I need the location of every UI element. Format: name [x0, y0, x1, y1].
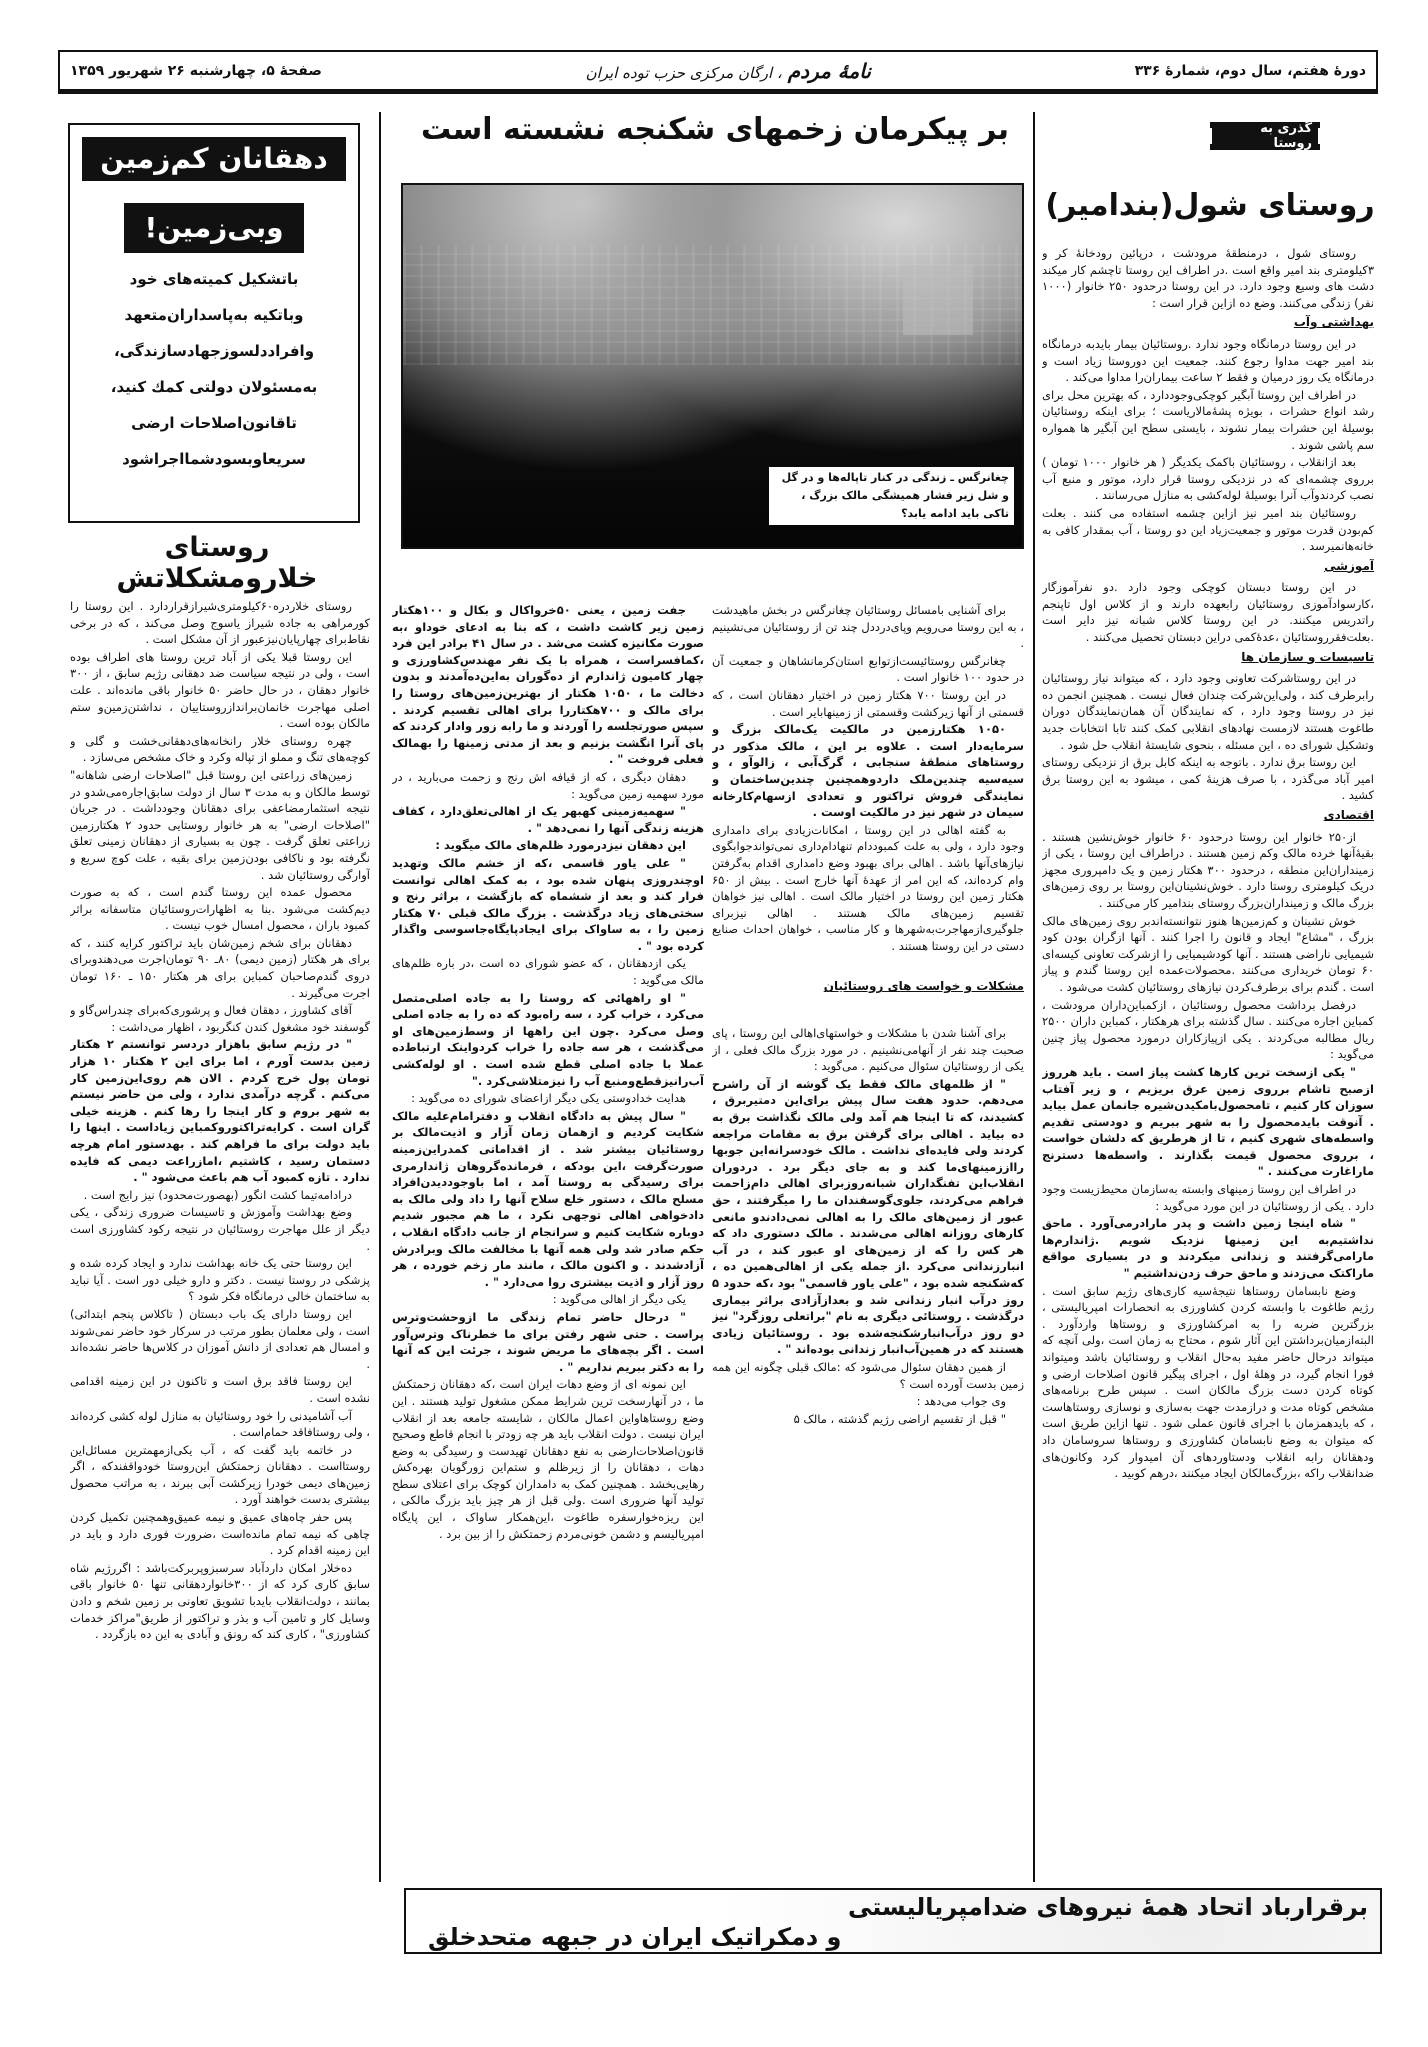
page-date: صفحهٔ ۵، چهارشنبه ۲۶ شهریور ۱۳۵۹ — [70, 62, 322, 79]
paragraph: چهره روستای خلار رانخانه‌های‌دهقانی‌خشت و گلی و کوچه‌های تنگ و مملو از تپاله وکرد و خاک مشخص می‌سازد . — [70, 733, 370, 765]
issue-info: دورهٔ هفتم، سال دوم، شمارهٔ ۳۳۶ — [1134, 62, 1366, 79]
subhead-problems: مشکلات و خواست های روستائیان — [823, 979, 1024, 994]
center-column-a — [712, 602, 1024, 1882]
paragraph: خوش نشینان و کم‌زمین‌ها هنوز نتوانسته‌اندبر روی زمین‌های مالک بزرگ ، "مشاع" ایجاد و قانون را اجرا کنند . آنها ازگران بودن کود شیمیایی ناراضی هستند . آنها کودشیمیایی را ازشرکت تعاونی کیسه‌ای ۶۰ تومان خریداری می‌کنند .محصولات‌عمده این روستا گندم و پیاز است . گندم برای برطرف‌کردن نیازهای روستائیان کشت می‌شود . — [1042, 913, 1374, 994]
paragraph: " قبل از تقسیم اراضی رژیم گذشته ، مالک ۵ — [793, 1411, 1006, 1426]
paragraph: این دهقان نیزدرمورد ظلم‌های مالک میگوید : — [435, 838, 686, 853]
paper-title — [586, 59, 871, 83]
ad-line: سریعاوبسودشمااجراشود — [122, 450, 306, 468]
paragraph: آب آشامیدنی را خود روستائیان به منازل لوله کشی کرده‌اند ، ولی روستافاقد حمام‌است . — [70, 1408, 370, 1440]
kicker-bar — [1318, 128, 1320, 144]
paragraph: محصول عمده این روستا گندم است ، که به صورت دیم‌کشت می‌شود .بنا به اظهارات‌روستائیان متاسفانه براثر کمبود باران ، محصول امسال خوب نیست . — [70, 885, 370, 933]
ad-line: وافراددلسوزجهادسازندگی، — [113, 342, 315, 360]
kicker-label: گذری به روستا — [1260, 121, 1313, 151]
paragraph: وی جواب می‌دهد : — [916, 1394, 1006, 1409]
kicker-bar — [1210, 128, 1212, 144]
paragraph: این نمونه ای از وضع دهات ایران است ،که دهقانان زحمتکش ما ، در آنهارسخت ترین شرایط ممکن مشغول تولید هستند . این وضع روستاهاواین اعمال مالکان ، شایسته جامعه بعد از انقلاب ایران نیست . دولت انقلاب باید هر چه زودتر با انجام قاطع وصحیح قانون‌اصلاحات‌ارضی به نفع دهقانان تهیدست و رسیدگی به وضع دهات ، دهقانان را از زیرظلم و ستم‌این زورگویان بهره‌کش رهایی‌بخشد . همچنین کمک به دامداران کوچک برای اعتلای سطح تولید آنها ضروری است .ولی قبل از هر چیز باید بزرگ مالکی ، این ریزه‌خوارسفره طاغوت ،این‌همکار ساواک ، این پایگاه امپریالیسم و دشمن خونی‌مردم زحمتکش را از بین برد . — [392, 1377, 704, 1541]
paper-name: نامهٔ مردم — [787, 58, 871, 83]
paragraph: در خاتمه باید گفت که ، آب یکی‌ازمهمترین مسائل‌این روستااست . دهقانان زحمتکش این‌روستا خودواقفندکه ، اگر زمین‌های دیمی خودرا زیرکشت آبی ببرند ، به مراتب محصول بیشتری بدست خواهند آورد . — [70, 1442, 370, 1507]
slogan-banner — [404, 1888, 1382, 1954]
left-article-headline: روستای خلارومشکلاتش — [116, 532, 318, 594]
subhead-facilities: تاسیسات و سازمان ها — [1241, 649, 1374, 664]
photo-caption: چغانرگس ـ زندگی در کنار تاپاله‌ها و در گل و شل زیر فشار همیشگی مالک بزرگ ، تاکی باید ادامه یابد؟ — [769, 467, 1014, 525]
column-divider — [379, 112, 381, 1882]
quote: " سهمیه‌زمینی کهبهر یک از اهالی‌تعلق‌دارد ، کفاف هزینه زندگی آنها را نمی‌دهد " . — [392, 804, 704, 835]
paper-tagline: ، ارگان مرکزی حزب توده ایران — [585, 63, 782, 82]
center-article-headline: بر پیکرمان زخمهای شکنجه نشسته است — [420, 112, 1010, 147]
paragraph: دهقانان برای شخم زمین‌شان باید تراکتور کرایه کنند ، که برای هر هکتار (زمین دیمی) ۸۰ـ ۹۰ تومان‌اجرت می‌دهندوبرای دروی گندم‌صاحبان کمباین برای هر هکتار ۱۵۰ ـ ۱۶۰ تومان اجرت می‌گیرند . — [70, 935, 370, 1000]
subhead-economic: اقتصادی — [1323, 808, 1374, 822]
paragraph: در اطراف این روستا آبگیر کوچکی‌وجوددارد ، که بهترین محل برای رشد انواع حشرات ، بویژه پشهٔ‌مالاریاست ؛ برای اینکه روستائیان بوسیلهٔ این حشرات بیمار نشوند ، بایستی سطح این آبگیر ها همواره سم پاشی شوند . — [1042, 387, 1374, 452]
quote: " شاه اینجا زمین داشت و پدر مارادرمی‌آورد . ماحق نداشتیم‌به این زمینها نزدیک شویم .ژاندارم‌ها مارامی‌گرفتند و زندانی میکردند و در بسیاری مواقع ماراکتک می‌زدند و ماحق حرف زدن‌نداشتیم " — [1042, 1216, 1374, 1281]
paragraph: دهقان دیگری ، که از قیافه اش رنج و زحمت می‌بارید ، در مورد سهمیه زمین می‌گوید : — [392, 769, 704, 801]
quote: " او راههائی که روستا را به جاده اصلی‌متصل می‌کرد ، خراب کرد ، سه راه‌بود که ده را به جاده اصلی وصل می‌کرد .چون این راهها از وسط‌زمین‌های او می‌گذشت ، هر سه جاده را خراب کردواینک ارتباط‌ده عملا با جاده اصلی قطع شده است . او لوله‌کشی آب‌رانیزقطع‌ومنبع آب را نیزمتلاشی‌کرد ." — [392, 990, 704, 1088]
paragraph: برای آشنایی بامسائل روستائیان چغانرگس در بخش ماهیدشت ، به این روستا می‌رویم وپای‌درد‌دل چند تن از روستائیان می‌نشینیم . — [712, 603, 1024, 651]
subhead-health: بهداشتی وآب — [1293, 315, 1374, 330]
paragraph: این روستا دارای یک باب دبستان ( تاکلاس پنجم ابتدائی) است ، ولی معلمان بطور مرتب در سرکار خود حاضر نمی‌شوند و امسال هم تعدادی از دانش آموزان در کلاس‌ها حاضر نشده‌اند . — [70, 1306, 370, 1371]
right-article-headline: روستای شول(بندامیر) — [1045, 188, 1375, 223]
paragraph: ده‌خلار امکان داردآباد سرسبزوپربرکت‌باشد : اگررژیم شاه سابق کاری کرد که از ۳۰۰خانواردهقانی تنها ۵۰ خانوار باقی بمانند ، دولت‌انقلاب بایدبا تشویق تعاونی بر زمین شخم و دادن وسایل کار و تامین آب و بذر و تراکتور از طریق‌"مراکز خدمات کشاورزی" ، کاری کند که رونق و آبادی به این ده بازگردد . — [70, 1560, 370, 1642]
paragraph: از همین دهقان سئوال می‌شود که :مالک قبلی چگونه این همه زمین بدست آورده است ؟ — [712, 1359, 1024, 1391]
paragraph: در این روستا درمانگاه وجود ندارد .روستائیان بیمار بایدبه درمانگاه بند امیر جهت مداوا رجوع کنند. جمعیت این دوروستا زیاد است و درمانگاه یک روز درمیان و فقط ۲ ساعت بیماران‌را مداوا می‌کند . — [1042, 336, 1374, 385]
quote: " از ظلمهای مالک فقط یک گوشه از آن راشرح می‌دهم. حدود هفت سال پیش برای‌این دمتیربرق ، کشیدند، که تا اینجا هم آمد ولی مالک نگذاشت برق به ده بیاید . اهالی برای گرفتن برق به مقامات مراجعه کردند ولی فایده‌ای نداشت . مالک خودسرانه‌این جوبها رااززمینهای‌ما کند و به جای دیگر برد . دردوران انقلاب‌این تفنگداران شبانه‌روزبرای اهالی دام‌زاحمت فراهم می‌کردند، جلوی‌گوسفندان ما را میگرفتند ، حق عبور از زمین‌های مالک را به اهالی نمی‌دادندو مانعی کارهای روزانه اهالی می‌شدند . مالک دستوری داد که هر کس را که از زمین‌های او عبور کند ، در آب انبارزندانی می‌کرد .از جمله یکی از اهالی‌همین ده ، که‌شکنجه شده بود ، "علی یاور قاسمی" بود ،که حدود ۵ روز درآب انبار زندانی شد و بعدازآزادی براثر بیماری درگذشت . روستائی دیگری به نام "براتعلی روزگرد" نیز دو روز درآب‌انبارشکنجه‌شده بود . روستائیان زیادی هستند که در همین‌آب‌انبار زندانی بوده‌اند " . — [712, 1076, 1024, 1357]
left-article-body — [70, 598, 370, 1888]
advertisement-box — [68, 123, 360, 523]
village-photo — [401, 183, 1024, 549]
paragraph: چغانرگس روستائیست‌ازتوابع استان‌کرمانشاهان و جمعیت آن در حدود ۱۰۰ خانوار است . — [712, 653, 1024, 685]
paragraph: زمین‌های زراعتی این روستا قبل "اصلاحات ارضی شاهانه" توسط مالکان و به مدت ۳ سال از دولت سابق‌اجاره‌می‌شدو در نتیجه استثمارمضاعفی برای دهقانان وجودداشت . در جریان "اصلاحات ارضی" به هر خانوار روستایی حدود ۲ هکتارزمین زراعتی تعلق گرفت . چون به بسیاری از دهقانان زمینی تعلق نگرفته بود و ناکافی بودن‌زمین برای بقیه ، علت کوچ سریع و آوارگی روستائیان شد . — [70, 767, 370, 882]
paragraph: در این روستاشرکت تعاونی وجود دارد ، که میتواند نیاز روستائیان رابرطرف کند ، ولی‌این‌شرکت چندان فعال نیست . همچنین انجمن ده نیز در روستا وجود دارد ، که نمایندگان آن همان‌نمایندگان دوران طاغوت هستند لازمست نهادهای انقلابی کمک کنند تابا انتخابات جدید وتشکیل شورای ده ، این مسئله ، بنحوی شایستهٔ انقلاب حل شود . — [1042, 671, 1374, 752]
paragraph: این روستا حتی یک خانه بهداشت ندارد و ایجاد کرده شده و پزشکی در روستا نیست . دکتر و دارو خیلی دور است . آیا نباید به ساختمان خالی درمانگاه فکر شود ؟ — [70, 1256, 370, 1304]
ad-line: به‌مسئولان دولتی کمك کنید، — [110, 378, 318, 396]
paragraph: این روستا فاقد برق است و تاکنون در این زمینه اقدامی نشده است . — [70, 1374, 370, 1405]
paragraph: درادامه‌تیما کشت انگور (بهصورت‌محدود) نیز رایج است . — [83, 1187, 352, 1202]
paragraph: وضع نابسامان روستاها نتیجهٔ‌سیه کاری‌های رژیم سابق است . رژیم طاغوت با وابسته کردن کشاورزی به انحصارات امپریالیستی ، بزرگترین ضربه را به امرکشاورزی و روستاها واردآورد . البته‌ازمیان‌برداشتن این آثار شوم ، محتاج به زمان است ،ولی آنچه که میتواند درحال حاضر مفید به‌حال انقلاب و روستائیان باشد ومیتواند فورا انجام گیرد، در وهلهٔ اول ، اجرای پیگیر قانون اصلاحات ارضی و کوتاه کردن دست بزرگ مالکان است . سپس طرح برنامه‌های مشخص کوتاه مدت و درازمدت جهت به‌سازی و نوسازی روستاهاست ، که بایدهمزمان با اجرای قانون عملی شود . تنها ازاین طریق است که میتوان به وضع نابسامان کشاورزی و روستاها سروسامان داد ودهقانان رابه انقلاب ودستاوردهای آن امیدوار کرد وکانون‌های ضدانقلاب راکه ،بزرگ‌مالکان ایجاد میکنند ،درهم کوبید . — [1042, 1283, 1374, 1481]
photo-house — [903, 265, 973, 335]
paragraph: روستائیان بند امیر نیز ازاین چشمه استفاده می کنند . بعلت کم‌بودن قدرت موتور و جمعیت‌زیاد این دو روستا ، آب بمقدار کافی به خانه‌هانمیرسد . — [1042, 505, 1374, 554]
paragraph: در این روستا دبستان کوچکی وجود دارد .دو نفرآموزگار ،کارسوادآموزی روستائیان رابعهده دارند و از کلاس اول تاپنجم راتدریس میکنند. در این روستا کلاس شبانه نیز دایر است .بعلت‌فقرروستائیان ،عدهٔ‌کمی دراین دبستان تحصیل می‌کنند . — [1042, 580, 1374, 645]
paragraph: آقای کشاورز ، دهقان فعال و پرشوری‌که‌برای چندراس‌گاو و گوسفند خود مشغول کندن کنگربود ، اظهار می‌داشت : — [70, 1003, 370, 1034]
ad-line: وباتکیه به‌پاسداران‌متعهد — [124, 306, 304, 324]
paragraph: این روستا برق ندارد . باتوجه به اینکه کابل برق از نزدیکی روستای امیر آباد می‌گذرد ، با صرف هزینهٔ کمی ، میشود به این روستا برق کشید . — [1042, 755, 1374, 803]
subhead-education: آموزشی — [1324, 558, 1374, 573]
paragraph: ۱۰۵۰ هکتارزمین در مالکیت یک‌مالک بزرگ و سرمایه‌دار است . علاوه بر این ، مالک مذکور در روستاهای منطقهٔ سنجابی ، گرگ‌آبی ، زالوآو ، و سیه‌سیه چندین‌ملک داردوهمچنین چندین‌ساختمان و نمایندگی فروش تراکتور و تعدادی ازسهام‌کارخانه سیمان در شهر نیز در مالکیت اوست . — [712, 722, 1024, 820]
paragraph: روستای خلاردره۶۰کیلومتری‌شیرازقراردارد . این روستا را کورمراهی به جاده شیراز یاسوج وصل می‌کند ، که در برخی نقاط‌برای چهارپایان‌نیزعبور از آن مشکل است . — [70, 599, 370, 647]
ad-line: تاقانون‌اصلاحات ارضی — [131, 414, 297, 432]
paragraph: از۲۵۰ خانوار این روستا درحدود ۶۰ خانوار خوش‌نشین هستند . بقیهٔ‌آنها خرده مالک وکم زمین هستند . دراطراف این روستا ، یکی از زمینداران‌این منطقه ، درحدود ۳۰۰ هکتار زمین و یک دامپروری مجهز دریک کیلومتری روستا دارد . خوش‌نشینان‌این روستا بر روی زمین‌های بزرگ مالک و زمینداران‌بزرگ روستای بندامیر کار می‌کنند . — [1042, 829, 1374, 910]
paragraph: در اطراف این روستا زمینهای وابسته به‌سازمان محیط‌زیست وجود دارد . یکی از روستائیان در این مورد می‌گوید : — [1042, 1182, 1374, 1213]
ad-banner-2: وبی‌زمین! — [124, 203, 304, 253]
paragraph: هدایت خدادوستی یکی دیگر ازاعضای شورای ده می‌گوید : — [411, 1091, 686, 1106]
slogan-line-2: و دمکراتیک ایران در جبهه متحدخلق — [428, 1923, 842, 1951]
paragraph: روستای شول ، درمنطقهٔ مرودشت ، درپائین رودخانهٔ کر و ۳کیلومتری بند امیر واقع است .در اطراف این روستا تاچشم کار میکند دشت های وسیع وجود دارد. در این روستا درحدود ۲۵۰ خانوار (۱۰۰۰ نفر) زندگی می‌کنند. وضع ده ازاین قرار است : — [1042, 246, 1374, 310]
quote: جفت زمین ، یعنی ۵۰خرواکال و بکال و ۱۰۰هکتار زمین زیر کاشت داشت ، که بنا به ادعای خوداو ،به صورت مکانیزه کشت می‌شد . در سال ۴۱ برادر این فرد ،کمافسراست ، همراه با یک نفر مهندس‌کشاورزی و چهار کامیون ژاندارم از ده‌گوران به‌این‌ده‌آمدند و بدون دخالت ما ، ۱۰۵۰ هکتار از بهترین‌زمین‌های روستا را برای مالک و ۷۰۰هکتاررا برای اهالی تقسیم کردند . سپس صورتجلسه را آوردند و ما رابه زور وادار کردند که پای آنرا انگشت بزنیم و بعد از مدتی زمینها را بهمالک فعلی فروخت " . — [392, 603, 704, 767]
right-article-body — [1042, 245, 1374, 1885]
paragraph: به گفته اهالی در این روستا ، امکانات‌زیادی برای دامداری وجود دارد ، ولی به علت کمبوددام تنهادام‌داری نمی‌تواندجوابگوی نیازهای‌آنها باشد . اهالی برای بهبود وضع دامداری اقدام به‌گرفتن وام کرده‌اند، که این امر از عهدهٔ آنها خارج است . بیش از ۶۵۰ هکتار زمین این روستا در اختیار مالک است . اهالی نیز خواهان تقسیم زمین‌های مالک هستند . اهالی نیزبرای جلوگیری‌ازمهاجرت‌به‌شهرها و کار مناسب ، خواهان احداث صنایع دستی در این روستا هستند . — [712, 822, 1024, 953]
paragraph: در این روستا ۷۰۰ هکتار زمین در اختیار دهقانان است ، که قسمتی از آنها زیرکشت وقسمتی از زمینهابایر است . — [712, 687, 1024, 719]
slogan-line-1: برقرارباد اتحاد همهٔ نیروهای ضدامپریالیستی — [847, 1893, 1368, 1921]
section-kicker — [1210, 122, 1320, 150]
paragraph: این روستا قبلا یکی از آباد ترین روستا های اطراف بوده است ، ولی در نتیجه سیاست ضد دهقانی رژیم سابق ، از ۳۰۰ خانوار دهقان ، در حال حاضر ۵۰ خانوار باقی مانده‌اند . علت اصلی مهاجرت خانمان‌برانداز‌روستاییان ، نداشتن‌زمین‌و ستم مالکان بوده است . — [70, 649, 370, 731]
column-divider — [1033, 112, 1035, 1882]
paragraph: درفصل برداشت محصول روستائیان ، ازکمباین‌داران مرودشت ، کمباین اجاره می‌کنند . سال گذشته برای هرهکتار ، کمباین داران ۲۵۰۰ ریال مطالبه می‌کردند . یکی ازپیازکاران درمورد محصول پیاز چنین می‌گوید : — [1042, 997, 1374, 1062]
center-column-b — [392, 602, 704, 1882]
masthead — [58, 50, 1378, 94]
quote: " در رژیم سابق باهزار دردسر توانستم ۲ هکتار زمین بدست آورم ، اما برای این ۲ هکتار ۱۰ هزار تومان پول خرج کردم . الان هم روی‌این‌زمین کار می‌کنم . گرچه درآمدی ندارد ، ولی من حاضر نیستم به شهر بروم و کار اینجا را رها کنم . هزینه خیلی گران است . کرایه‌تراکتوروکمباین زیاداست . اینها را باید دولت برای ما فراهم کند . بهدستور امام هرچه دستمان رسید ، کاشتیم ،امازراعت دیمی که فایده ندارد . تازه کمبود آب هم باعث می‌شود " . — [70, 1037, 370, 1185]
paragraph: برای آشنا شدن با مشکلات و خواستهای‌اهالی این روستا ، پای صحبت چند نفر از آنهامی‌نشینیم . در مورد بزرگ مالک فعلی ، از یکی از روستائیان سئوال می‌کنیم . می‌گوید : — [712, 1026, 1024, 1074]
paragraph: وضع بهداشت وآموزش و تاسیسات ضروری زندگی ، یکی دیگر از علل مهاجرت روستائیان در نتیجه رکود کشاورزی است . — [70, 1205, 370, 1253]
paragraph: یکی دیگر از اهالی می‌گوید : — [552, 1292, 686, 1307]
ad-banner-1: دهقانان کم‌زمین — [82, 137, 346, 181]
paragraph: پس حفر چاه‌های عمیق و نیمه عمیق‌وهمچنین تکمیل کردن چاهی که نیمه تمام مانده‌است ،ضرورت فوری دارد و باید در این زمینه اقدام کرد . — [70, 1510, 370, 1558]
ad-line: باتشکیل کمیته‌های خود — [129, 270, 299, 288]
quote: " یکی ازسخت ترین کارها کشت پیاز است . باید هرروز ازصبح تاشام برروی زمین عرق بریزیم ، و زیر آفتاب سوزان کار کنیم ، تامحصول‌بامکیدن‌شیره جانمان عمل بیاید . آنوقت بایدمحصول را به شهر ببریم و دودستی تقدیم واسطه‌های شهری کنیم ، تا از هرطریق که دلشان خواست ، برروی محصول قیمت بگذارند . واسطه‌ها دسترنج ماراغارت می‌کنند . " — [1042, 1064, 1374, 1179]
quote: " درحال حاضر تمام زندگی ما ازوحشت‌وترس پراست . حتی شهر رفتن برای ما خطرناک وترس‌آور است . اگر بچه‌های ما مریض شوند ، جرئت این که آنها را به دکتر ببریم نداریم " . — [392, 1309, 704, 1374]
quote: " علی یاور قاسمی ،که از خشم مالک وتهدید اوچندروزی پنهان شده بود ، به کمک اهالی توانست فرار کند و بعد از ششماه که بازگشت ، براثر رنج و سختی‌های زیاد درگذشت . بزرگ مالک قبلی ۷۰ هکتار زمین را ، به ساواک برای ایجادپایگاه‌جاسوسی واگذار کرده بود " . — [392, 855, 704, 953]
quote: " سال پیش به دادگاه انقلاب و دفترامام‌علیه مالک شکایت کردیم و ازهمان زمان آزار و اذیت‌مالک بر روستائیان بیشتر شد . از اقداماتی کمدراین‌زمینه صورت‌گرفت ،این بودکه ، فرمانده‌گروهان ژاندارمری برای رسیدگی به روستا آمد ، اما باوجوددیدن‌افراد مسلح مالک ، دستور خلع سلاح آنها را داد ولی مالک به دادخواهی اهالی توجهی نکرد ، ما هم مجبور شدیم دوباره شکایت کنیم و سرانجام از جانب دادگاه انقلاب ، حکم صادر شد ولی همه آنها با مخالفت مالک وبرادرش آزادشدند . و اکنون مالک ، مانند مار زخم خورده ، هر روز آزار و اذیت بیشتری روا می‌دارد " . — [392, 1108, 704, 1289]
paragraph: یکی ازدهقانان ، که عضو شورای ده است ،در باره ظلم‌های مالک می‌گوید : — [392, 956, 704, 988]
paragraph: بعد ازانقلاب ، روستائیان باکمک یکدیگر ( هر خانوار ۱۰۰۰ تومان ) برروی چشمه‌ای که در نزدیکی روستا قرار دارد، موتور و منبع آب نصب کردندوآب آنرا بوسیلهٔ لوله‌کشی به منازل می‌رسانند . — [1042, 455, 1374, 503]
